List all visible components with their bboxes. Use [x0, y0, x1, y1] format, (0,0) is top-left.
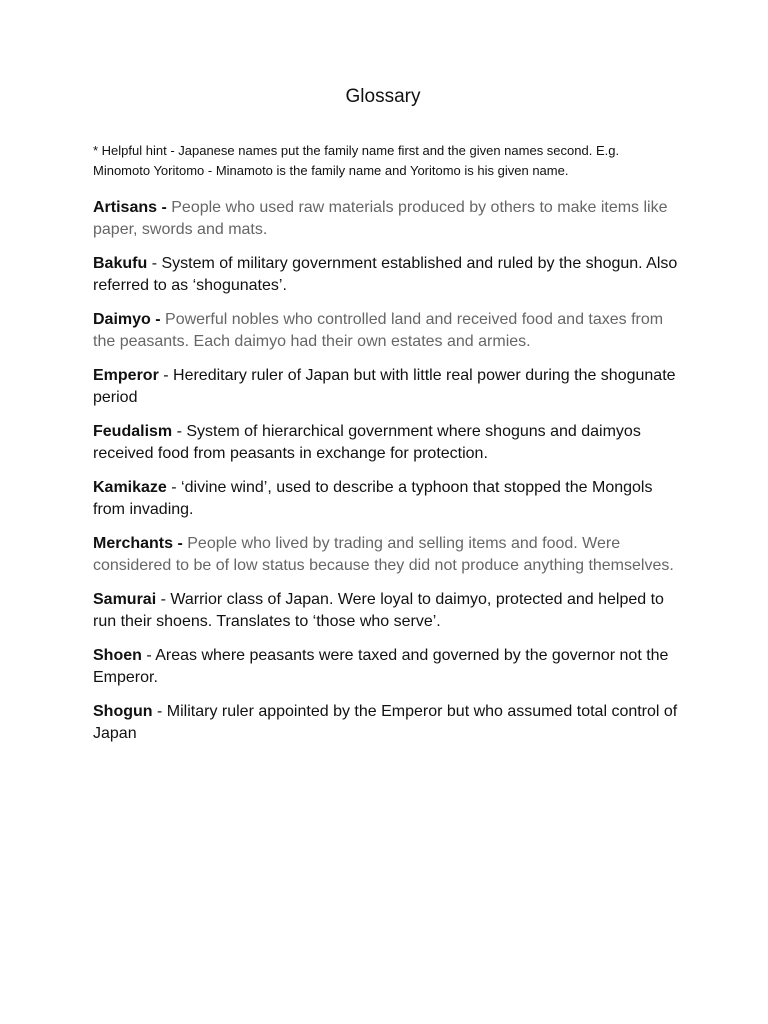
glossary-term: Shoen — [93, 647, 142, 664]
glossary-definition: - ‘divine wind’, used to describe a typhoon that stopped the Mongols from invading. — [93, 479, 653, 518]
glossary-entry-feudalism — [93, 421, 683, 465]
glossary-definition: People who used raw materials produced by others to make items like paper, swords and mats. — [93, 199, 668, 238]
glossary-entry-samurai — [93, 589, 683, 633]
glossary-entry-bakufu — [93, 253, 683, 297]
glossary-definition: - Military ruler appointed by the Emperor but who assumed total control of Japan — [93, 703, 678, 742]
glossary-entry-shogun — [93, 701, 683, 745]
glossary-term: Emperor — [93, 367, 159, 384]
glossary-list — [93, 197, 683, 757]
glossary-term: Samurai — [93, 591, 157, 608]
glossary-definition: - System of hierarchical government where shoguns and daimyos received food from peasants in exchange for protection. — [93, 423, 641, 462]
glossary-entry-artisans — [93, 197, 683, 241]
glossary-term: Daimyo - — [93, 311, 161, 328]
glossary-definition: - Warrior class of Japan. Were loyal to daimyo, protected and helped to run their shoens. Translates to ‘those who serve’. — [93, 591, 664, 630]
glossary-definition: Powerful nobles who controlled land and received food and taxes from the peasants. Each daimyo had their own estates and armies. — [93, 311, 664, 350]
glossary-term: Merchants - — [93, 535, 183, 552]
glossary-definition: People who lived by trading and selling items and food. Were considered to be of low status because they did not produce anything themselves. — [93, 535, 674, 574]
glossary-entry-kamikaze — [93, 477, 683, 521]
glossary-entry-shoen — [93, 645, 683, 689]
glossary-term: Artisans - — [93, 199, 167, 216]
glossary-term: Feudalism — [93, 423, 173, 440]
glossary-definition: - Hereditary ruler of Japan but with little real power during the shogunate period — [93, 367, 676, 406]
glossary-definition: - Areas where peasants were taxed and governed by the governor not the Emperor. — [93, 647, 669, 686]
helpful-hint: * Helpful hint - Japanese names put the family name first and the given names second. E.g. Minomoto Yoritomo - Minamoto is the family name and Yoritomo is his given name. — [93, 143, 620, 178]
glossary-entry-daimyo — [93, 309, 683, 353]
glossary-definition: - System of military government established and ruled by the shogun. Also referred to as ‘shogunates’. — [93, 255, 678, 294]
glossary-term: Kamikaze — [93, 479, 167, 496]
glossary-entry-emperor — [93, 365, 683, 409]
glossary-term: Shogun — [93, 703, 153, 720]
page-title: Glossary — [345, 86, 421, 107]
glossary-entry-merchants — [93, 533, 683, 577]
glossary-term: Bakufu — [93, 255, 148, 272]
